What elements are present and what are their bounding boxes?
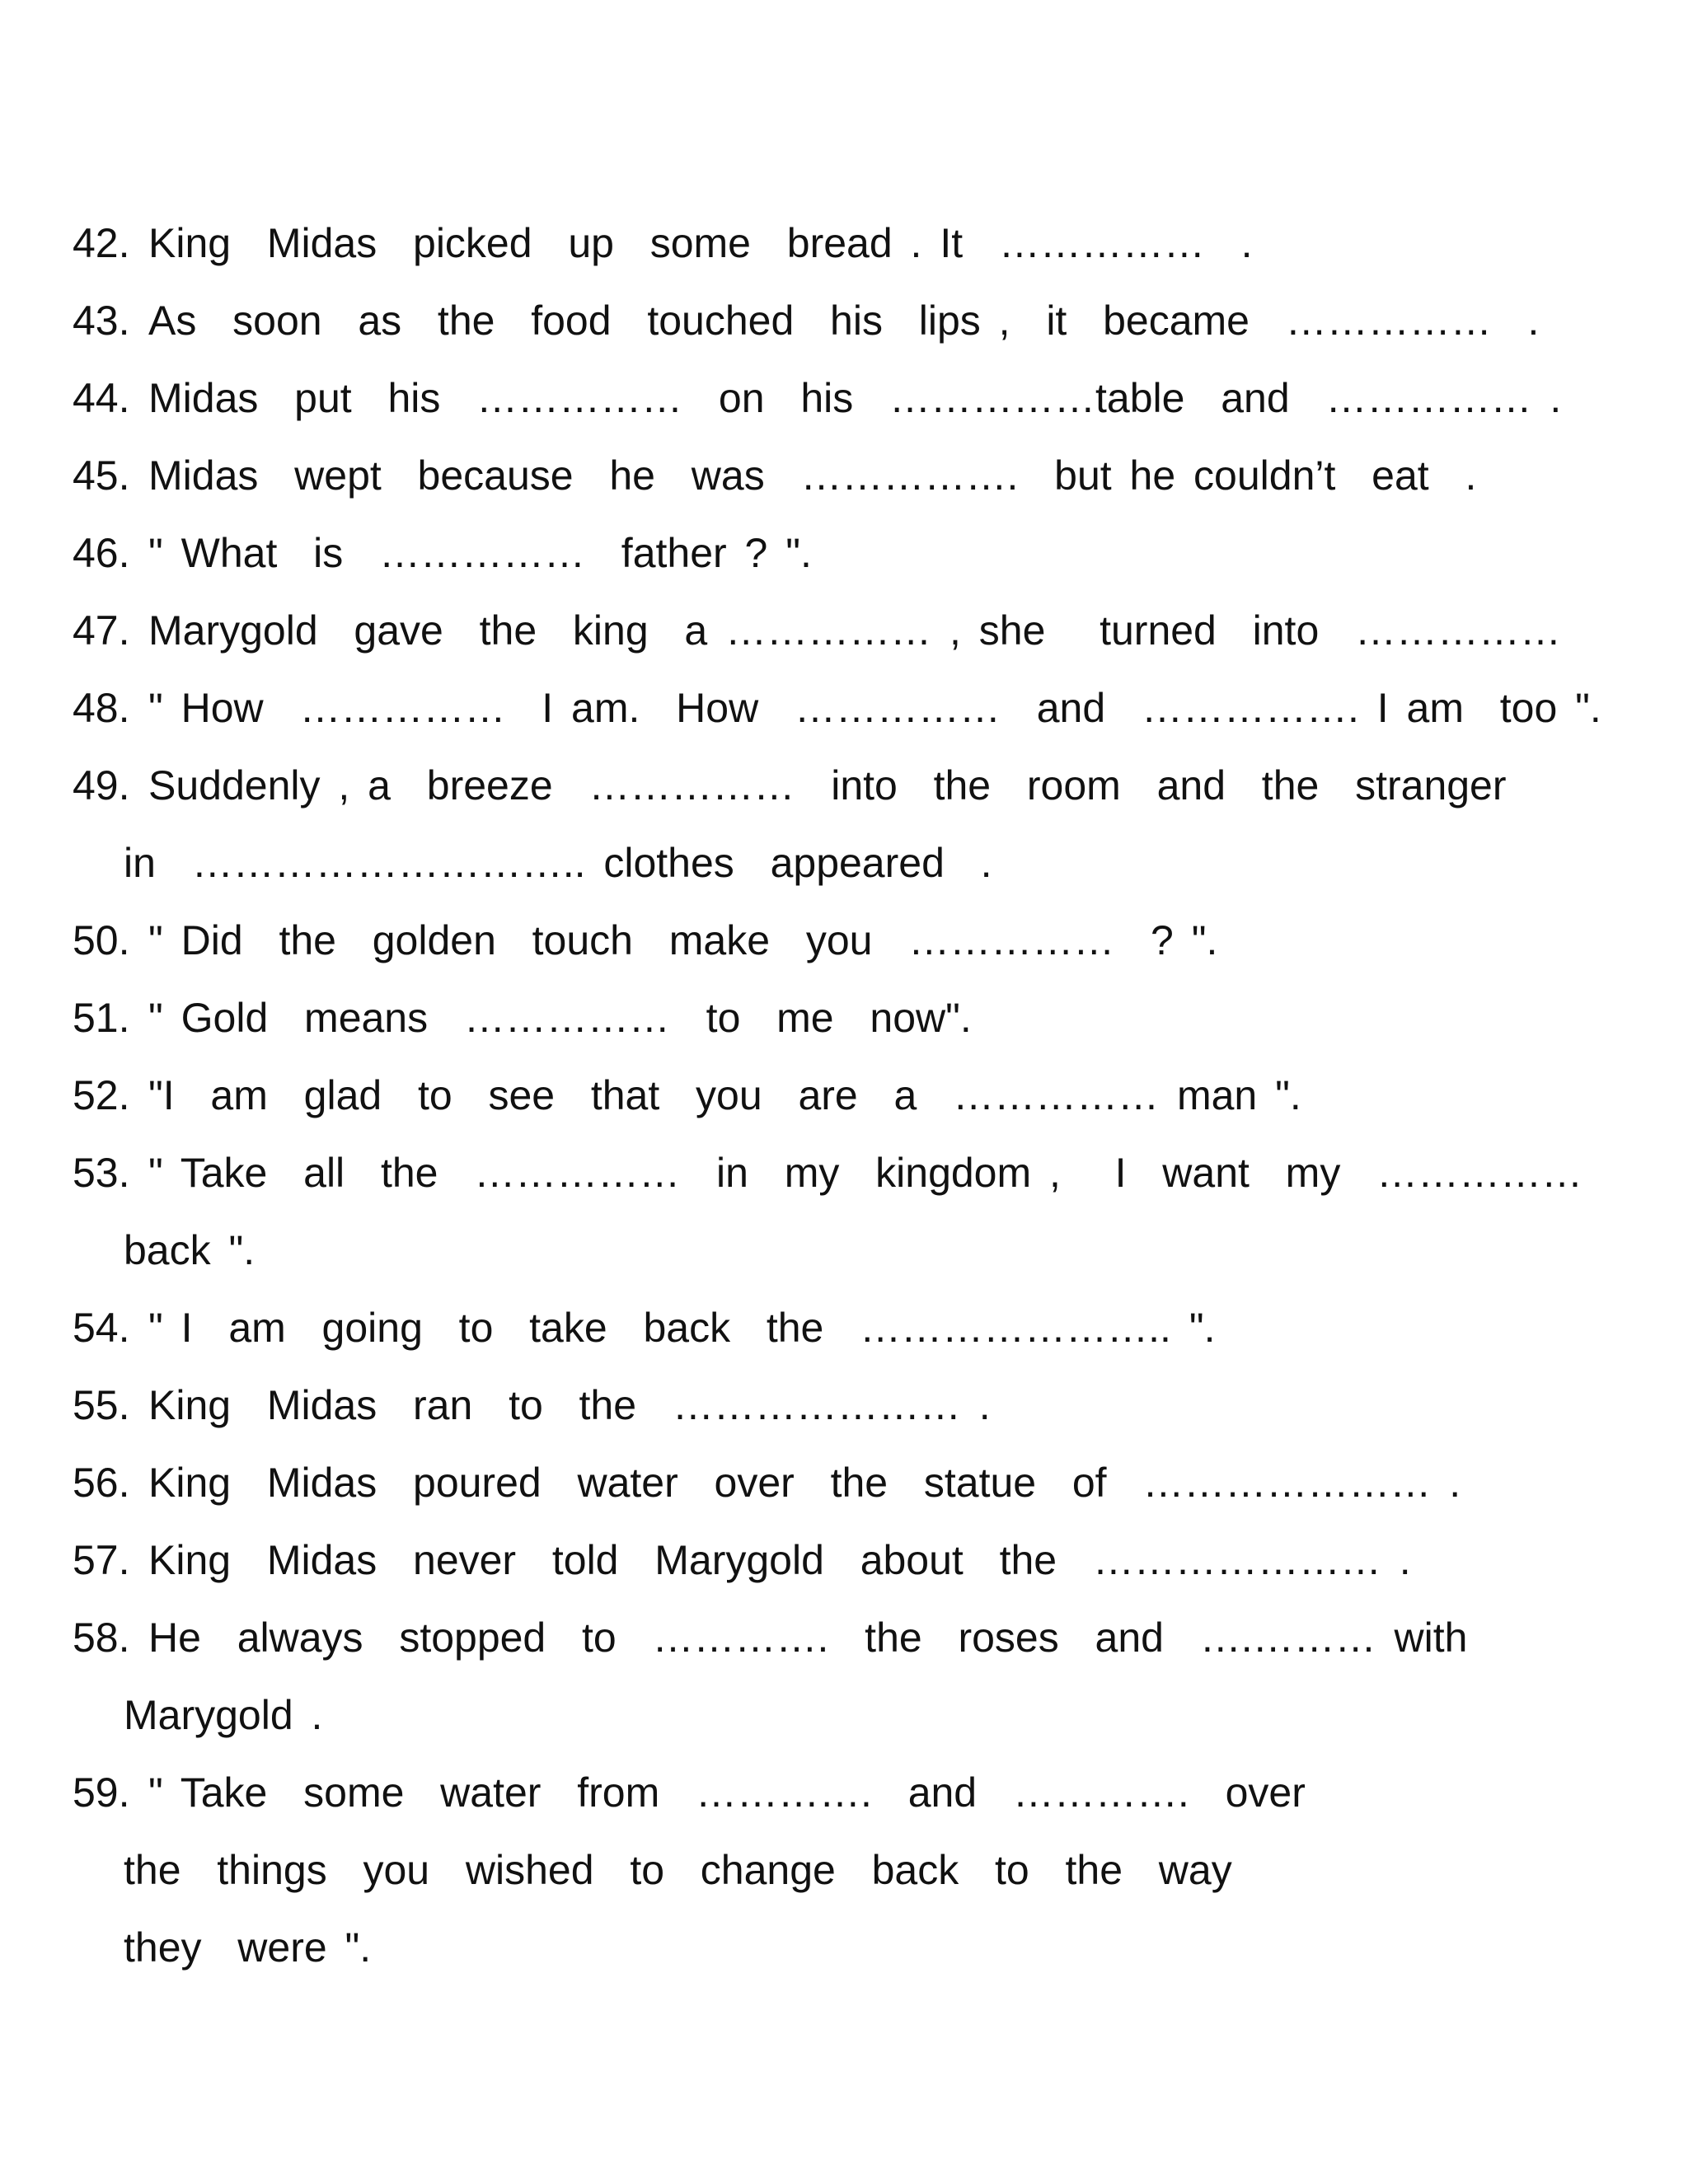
question-number: 48.	[73, 685, 130, 731]
question-text	[148, 1366, 991, 1444]
question-line: " Did the golden touch make you …………… ? ".	[148, 917, 1218, 963]
question-item	[73, 514, 1639, 592]
question-text	[148, 1289, 1215, 1366]
question-number: 57.	[73, 1537, 130, 1583]
question-line: the things you wished to change back to the way	[124, 1847, 1232, 1893]
question-item	[73, 1599, 1639, 1754]
question-line: He always stopped to …………. the roses and ….……… with	[148, 1615, 1468, 1661]
question-number: 43.	[73, 298, 130, 344]
question-line: Midas put his …………… on his ……………table and …………… .	[148, 375, 1562, 421]
question-item	[73, 1521, 1639, 1599]
question-number: 55.	[73, 1382, 130, 1428]
question-text	[148, 204, 1253, 282]
question-item	[73, 1057, 1639, 1134]
question-item	[73, 1444, 1639, 1521]
question-number: 58.	[73, 1615, 130, 1661]
question-text	[148, 979, 972, 1057]
question-number: 53.	[73, 1150, 130, 1196]
question-item	[73, 437, 1639, 514]
question-text	[148, 282, 1539, 359]
question-text	[148, 592, 1561, 669]
question-item	[73, 204, 1639, 282]
question-text	[124, 1754, 1306, 1986]
question-line: King Midas ran to the ………………… .	[148, 1382, 991, 1428]
question-item	[73, 282, 1639, 359]
question-line: " I am going to take back the ………………….. ".	[148, 1305, 1216, 1351]
question-item	[73, 1289, 1639, 1366]
question-line: King Midas picked up some bread . It …………… .	[148, 220, 1253, 266]
question-text	[148, 1057, 1301, 1134]
question-item	[73, 979, 1639, 1057]
question-item	[73, 359, 1639, 437]
question-text	[124, 747, 1507, 902]
question-number: 46.	[73, 530, 130, 576]
question-text	[148, 1444, 1461, 1521]
question-text	[148, 1521, 1411, 1599]
question-number: 52.	[73, 1072, 130, 1118]
question-line: Marygold .	[124, 1692, 323, 1738]
question-line: " Gold means …………… to me now".	[148, 995, 972, 1041]
question-text	[148, 514, 812, 592]
question-line: Marygold gave the king a …………… , she turned into ……………	[148, 607, 1562, 654]
question-number: 42.	[73, 220, 130, 266]
question-number: 44.	[73, 375, 130, 421]
question-item	[73, 902, 1639, 979]
question-line: Midas wept because he was ……………. but he couldn’t eat .	[148, 452, 1477, 499]
question-line: " Take some water from …………. and …………. over	[148, 1769, 1306, 1816]
question-line: "I am glad to see that you are a …………… man ".	[148, 1072, 1301, 1118]
question-item	[73, 592, 1639, 669]
question-text	[124, 1134, 1583, 1289]
question-item	[73, 1366, 1639, 1444]
question-text	[148, 437, 1476, 514]
question-text	[148, 669, 1601, 747]
question-item	[73, 1134, 1639, 1289]
question-item	[73, 747, 1639, 902]
question-line: King Midas poured water over the statue of ………………… .	[148, 1460, 1461, 1506]
question-line: they were ".	[124, 1924, 372, 1971]
question-item	[73, 669, 1639, 747]
question-text	[124, 1599, 1468, 1754]
question-item	[73, 1754, 1639, 1986]
question-number: 47.	[73, 607, 130, 654]
question-number: 50.	[73, 917, 130, 963]
question-number: 54.	[73, 1305, 130, 1351]
question-number: 51.	[73, 995, 130, 1041]
question-line: back ".	[124, 1227, 256, 1273]
question-number: 45.	[73, 452, 130, 499]
question-line: " Take all the …………… in my kingdom , I want my ……………	[148, 1150, 1583, 1196]
question-line: Suddenly , a breeze …………… into the room and the stranger	[148, 762, 1507, 808]
question-line: King Midas never told Marygold about the ………………… .	[148, 1537, 1411, 1583]
question-number: 49.	[73, 762, 130, 808]
question-line: " How …………… I am. How …………… and ……………. I am too ".	[148, 685, 1601, 731]
question-line: " What is …………… father ? ".	[148, 530, 812, 576]
question-number: 59.	[73, 1769, 130, 1816]
question-list	[73, 204, 1639, 1986]
question-line: As soon as the food touched his lips , it became …………… .	[148, 298, 1540, 344]
question-line: in ……………………….. clothes appeared .	[124, 840, 992, 886]
question-number: 56.	[73, 1460, 130, 1506]
question-text	[148, 359, 1561, 437]
question-text	[148, 902, 1217, 979]
